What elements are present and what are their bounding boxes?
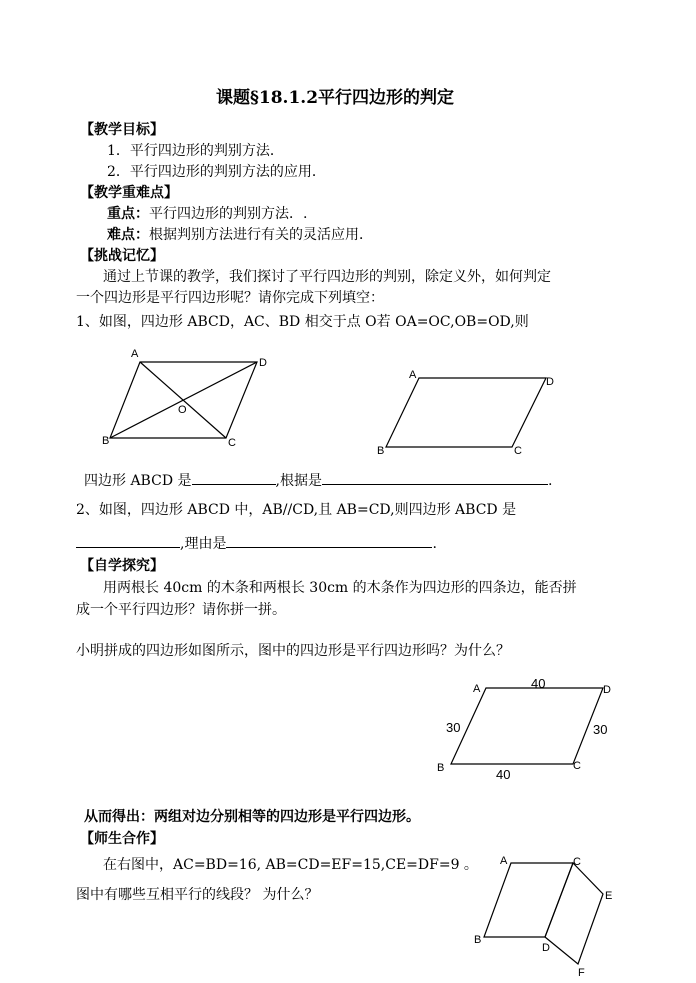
review-intro-2: 一个四边形是平行四边形呢？请你完成下列填空： (76, 290, 384, 306)
fig3-left-length: 30 (446, 720, 461, 735)
fig2-label-a: A (409, 369, 417, 381)
fig3-label-a: A (473, 683, 481, 695)
cooperate-line-1: 在右图中，AC=BD=16, AB=CD=EF=15,CE=DF=9 。 (103, 857, 478, 873)
figure-3 (451, 688, 603, 764)
page-title: 课题§18.1.2平行四边形的判定 (216, 88, 455, 108)
explore-line-1: 用两根长 40cm 的木条和两根长 30cm 的木条作为四边形的四条边，能否拼 (103, 580, 577, 596)
explore-line-2: 成一个平行四边形？请你拼一拼。 (76, 602, 286, 618)
fig1-diagonal-bd (110, 362, 257, 438)
fig1-label-c: C (228, 437, 236, 449)
fig4-label-c: C (573, 856, 581, 868)
explore-heading: 【自学探究】 (80, 558, 164, 574)
figure-1 (110, 362, 257, 438)
fig4-label-e: E (605, 890, 613, 902)
q1-end: . (547, 473, 553, 489)
fig4-label-f: F (578, 967, 585, 979)
fig2-label-c: C (514, 445, 522, 457)
fig4-label-d: D (542, 942, 550, 954)
fig4-label-b: B (474, 934, 482, 946)
review-intro-1: 通过上节课的教学，我们探讨了平行四边形的判别，除定义外，如何判定 (103, 269, 551, 285)
conclusion: 从而得出：两组对边分别相等的四边形是平行四边形。 (84, 809, 420, 825)
objective-item-2: 2．平行四边形的判别方法的应用． (107, 164, 326, 180)
key-text: 平行四边形的判别方法．. (149, 206, 308, 222)
question-2: 2、如图，四边形 ABCD 中，AB//CD,且 AB=CD,则四边形 ABCD 是 (76, 502, 517, 518)
fig4-label-a: A (500, 855, 508, 867)
fig4-parallelogram-abdc (484, 863, 573, 937)
difficulty-text: 根据判别方法进行有关的灵活应用． (149, 227, 373, 243)
q2-end: . (432, 536, 437, 552)
review-heading: 【挑战记忆】 (80, 248, 164, 264)
question-1: 1、如图，四边形 ABCD，AC、BD 相交于点 O若 OA=OC,OB=OD,则 (76, 314, 529, 330)
q1-fill-b: ,根据是 (275, 473, 322, 489)
difficulty-label: 难点： (107, 227, 149, 243)
figure-2 (386, 378, 546, 447)
fig3-label-b: B (437, 762, 445, 774)
fig3-top-length: 40 (531, 676, 546, 691)
fig1-label-a: A (131, 348, 139, 360)
fig3-right-length: 30 (593, 722, 608, 737)
objectives-heading: 【教学目标】 (80, 122, 164, 138)
fig1-label-b: B (102, 435, 110, 447)
q1-fill-a: 四边形 ABCD 是 (84, 473, 192, 489)
q2-fill: ,理由是 (180, 536, 227, 552)
objective-item-1: 1．平行四边形的判别方法． (107, 143, 284, 159)
explore-question: 小明拼成的四边形如图所示，图中的四边形是平行四边形吗？为什么？ (76, 643, 510, 659)
fig3-label-d: D (603, 684, 611, 696)
cooperate-heading: 【师生合作】 (80, 831, 164, 847)
fig2-label-d: D (546, 376, 554, 388)
fig2-label-b: B (377, 445, 385, 457)
key-points-heading: 【教学重难点】 (80, 185, 178, 201)
fig4-parallelogram-cefd (545, 863, 603, 964)
fig3-bottom-length: 40 (496, 767, 511, 782)
cooperate-line-2: 图中有哪些互相平行的线段？ 为什么？ (76, 887, 319, 903)
key-label: 重点： (107, 206, 149, 222)
fig1-label-d: D (259, 357, 267, 369)
fig3-label-c: C (573, 760, 581, 772)
fig1-label-o: O (178, 404, 187, 416)
